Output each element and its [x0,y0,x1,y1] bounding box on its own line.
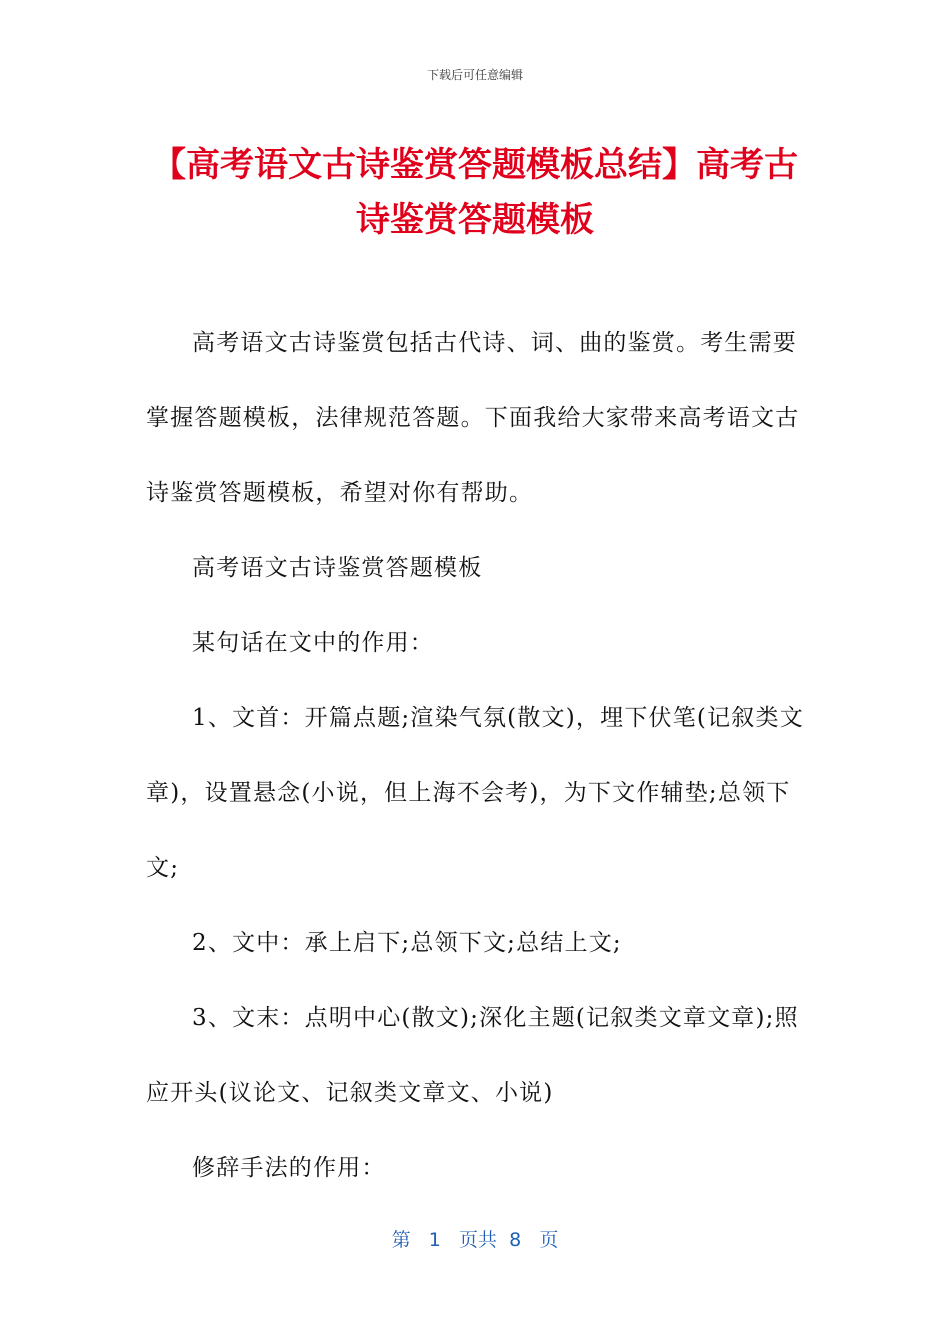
page-footer [0,1225,950,1252]
document-body [146,306,806,1206]
paragraph-item-3: 3、文末：点明中心(散文);深化主题(记叙类文章文章);照应开头(议论文、记叙类文章文、小说) [146,1005,799,1106]
paragraph-sentence-role: 某句话在文中的作用： [192,630,434,656]
footer-page-label: 第 [391,1229,411,1251]
document-title: 【高考语文古诗鉴赏答题模板总结】高考古诗鉴赏答题模板 [152,145,798,240]
footer-end-label: 页 [539,1229,559,1251]
paragraph-intro: 高考语文古诗鉴赏包括古代诗、词、曲的鉴赏。考生需要掌握答题模板，法律规范答题。下面我给大家带来高考语文古诗鉴赏答题模板，希望对你有帮助。 [146,330,800,506]
footer-total-pages: 8 [509,1229,522,1251]
footer-current-page: 1 [428,1229,441,1251]
paragraph-item-2: 2、文中：承上启下;总领下文;总结上文; [192,930,622,956]
paragraph-rhetoric: 修辞手法的作用： [192,1155,386,1181]
header-note: 下载后可任意编辑 [426,68,523,82]
footer-total-label: 页共 [459,1229,498,1251]
paragraph-item-1: 1、文首：开篇点题;渲染气氛(散文)，埋下伏笔(记叙类文章)，设置悬念(小说，但上海不会考)，为下文作辅垫;总领下文; [146,705,804,881]
paragraph-heading: 高考语文古诗鉴赏答题模板 [192,555,483,581]
